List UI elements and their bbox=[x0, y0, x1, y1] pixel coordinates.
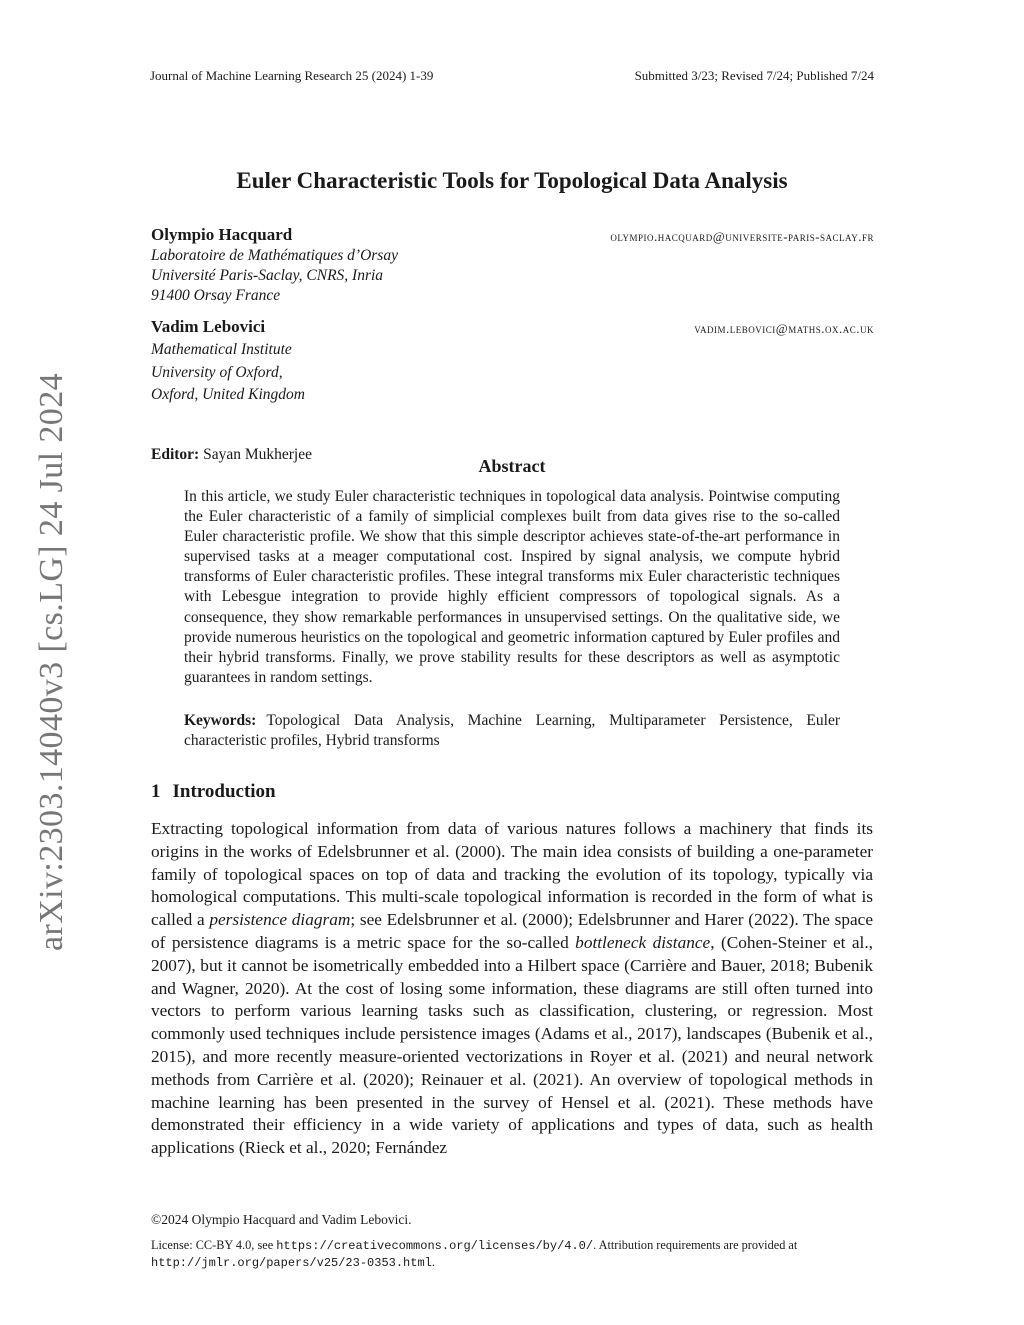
paper-link[interactable]: http://jmlr.org/papers/v25/23-0353.html bbox=[151, 1256, 432, 1270]
copyright-notice: ©2024 Olympio Hacquard and Vadim Lebovici. bbox=[151, 1212, 412, 1227]
author-affiliation-line: 91400 Orsay France bbox=[151, 287, 281, 304]
intro-text-part: ; see Edelsbrunner et al. (2000); Edelsbrunner and Harer (2022). The space of persistence diagrams is a metric space for the so-called bbox=[151, 910, 873, 952]
keywords-text: Topological Data Analysis, Machine Learning, Multiparameter Persistence, Euler characteristic profiles, Hybrid transforms bbox=[184, 712, 840, 749]
license-text: . Attribution requirements are provided at bbox=[593, 1238, 798, 1252]
license-notice bbox=[151, 1237, 873, 1271]
introduction-paragraph bbox=[151, 818, 873, 1160]
abstract-heading: Abstract bbox=[478, 456, 546, 476]
section-number: 1 bbox=[151, 781, 161, 802]
publication-dates: Submitted 3/23; Revised 7/24; Published 7/24 bbox=[634, 68, 874, 83]
author-name: Olympio Hacquard bbox=[151, 225, 293, 244]
author-affiliation-line: Oxford, United Kingdom bbox=[151, 386, 305, 403]
intro-text-part: Extracting topological information from data of various natures follows a machinery that finds its origins in the works of Edelsbrunner et al. (2000). The main idea consists of building a one-parameter family of topological spaces on top of data and tracking the evolution of its topology, typically via homological computations. This multi-scale topological information is recorded in the form of what is called a bbox=[151, 819, 873, 930]
author-block-2 bbox=[151, 316, 305, 407]
author-affiliation-line: Mathematical Institute bbox=[151, 341, 292, 358]
keywords bbox=[184, 711, 840, 751]
license-text: License: CC-BY 4.0, see bbox=[151, 1238, 277, 1252]
term-bottleneck-distance: bottleneck distance bbox=[575, 932, 711, 952]
license-text: . bbox=[431, 1255, 435, 1269]
author-affiliation-line: Laboratoire de Mathématiques d’Orsay bbox=[151, 247, 398, 264]
section-heading-introduction bbox=[151, 781, 276, 803]
author-affiliation-line: University of Oxford, bbox=[151, 363, 283, 381]
intro-text-part: , (Cohen-Steiner et al., 2007), but it cannot be isometrically embedded into a Hilbert space (Carrière and Bauer, 2018; Bubenik and Wagner, 2020). At the cost of losing some information, these diagrams are still often turned into vectors to perform various learning tasks such as classification, clustering, or regression. Most commonly used techniques include persistence images (Adams et al., 2017), landscapes (Bubenik et al., 2015), and more recently measure-oriented vectorizations in Royer et al. (2021) and neural network methods from Carrière et al. (2020); Reinauer et al. (2021). An overview of topological methods in machine learning has been presented in the survey of Hensel et al. (2021). These methods have demonstrated their efficiency in a wide variety of applications and types of data, such as health applications (Rieck et al., 2020; Fernández bbox=[151, 932, 873, 1158]
term-persistence-diagram: persistence diagram bbox=[209, 910, 351, 930]
author-affiliation-line: Université Paris-Saclay, CNRS, Inria bbox=[151, 267, 384, 284]
author-email-1[interactable]: olympio.hacquard@universite-paris-saclay.fr bbox=[610, 229, 874, 244]
section-title: Introduction bbox=[172, 781, 276, 802]
editor-name: Sayan Mukherjee bbox=[203, 446, 312, 463]
editor-label: Editor: bbox=[151, 446, 200, 463]
keywords-label: Keywords: bbox=[184, 712, 257, 729]
author-name: Vadim Lebovici bbox=[151, 317, 266, 336]
paper-title: Euler Characteristic Tools for Topological Data Analysis bbox=[236, 168, 788, 193]
license-link[interactable]: https://creativecommons.org/licenses/by/4.0/ bbox=[276, 1239, 594, 1253]
author-block-1 bbox=[151, 224, 398, 306]
arxiv-stamp: arXiv:2303.14040v3 [cs.LG] 24 Jul 2024 bbox=[33, 372, 70, 952]
author-email-2[interactable]: vadim.lebovici@maths.ox.ac.uk bbox=[694, 321, 874, 336]
abstract-text: In this article, we study Euler characteristic techniques in topological data analysis. Pointwise computing the Euler characteristic of a family of simplicial complexes built from data gives rise to the so-called Euler characteristic profile. We show that this simple descriptor achieves state-of-the-art performance in supervised tasks at a meager computational cost. Inspired by signal analysis, we compute hybrid transforms of Euler characteristic profiles. These integral transforms mix Euler characteristic techniques with Lebesgue integration to provide highly efficient compressors of topological signals. As a consequence, they show remarkable performances in unsupervised settings. On the qualitative side, we provide numerous heuristics on the topological and geometric information captured by Euler profiles and their hybrid transforms. Finally, we prove stability results for these descriptors as well as asymptotic guarantees in random settings. bbox=[184, 488, 840, 686]
journal-header: Journal of Machine Learning Research 25 (2024) 1-39 bbox=[150, 68, 434, 83]
